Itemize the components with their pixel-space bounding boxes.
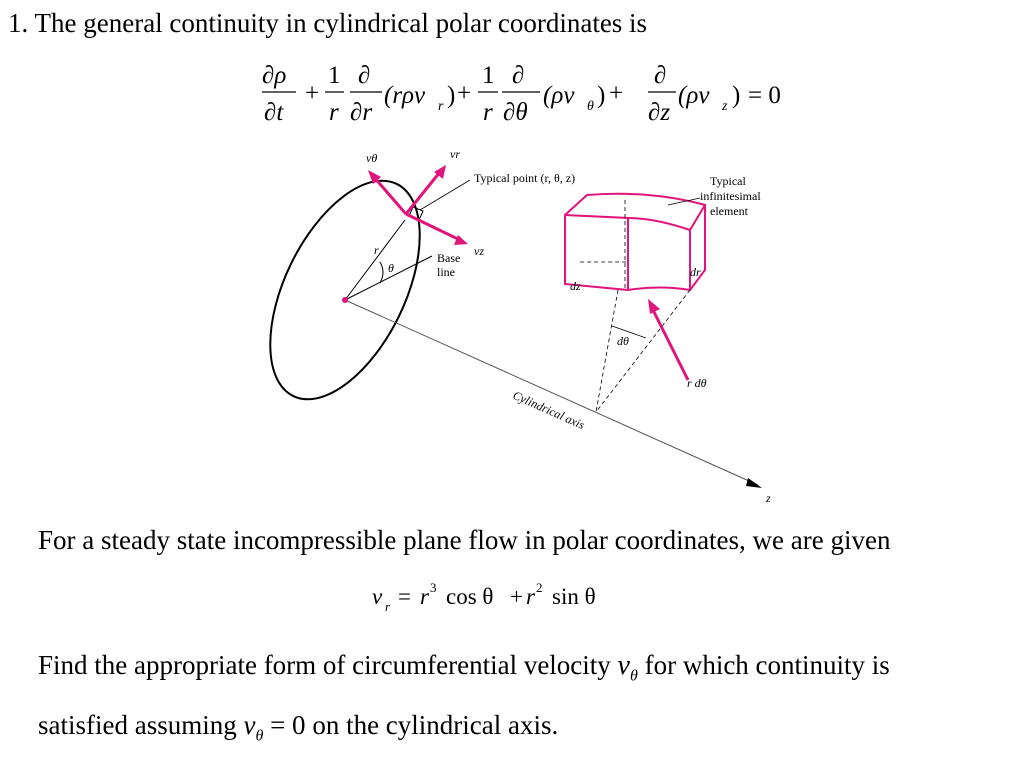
eq-term2-arg: (rρv xyxy=(384,82,426,109)
eq-term4-arg: (ρv xyxy=(678,82,710,109)
radius-line xyxy=(345,220,405,300)
label-base-line-2: line xyxy=(437,265,455,279)
label-v-r: vr xyxy=(450,147,460,161)
typical-point-leader xyxy=(420,180,470,210)
label-z: z xyxy=(766,491,771,505)
given-term2: r xyxy=(526,584,535,609)
infinitesimal-element xyxy=(565,194,705,290)
eq-plus3: + xyxy=(609,80,624,107)
question-line1-sub: θ xyxy=(629,667,638,685)
given-lhs-sub: r xyxy=(385,599,391,614)
given-equation xyxy=(372,580,596,614)
eq-term2-coef-num: 1 xyxy=(328,62,341,89)
eq-plus1: + xyxy=(305,80,320,107)
eq-term2-coef-den: r xyxy=(329,99,339,126)
element-construction-lines xyxy=(580,200,690,412)
eq-term4-sub: z xyxy=(722,99,728,114)
r-dtheta-arrow xyxy=(652,308,688,380)
label-typical-point: Typical point (r, θ, z) xyxy=(474,171,576,185)
problem-statement: The general continuity in cylindrical polar coordinates is xyxy=(34,8,648,38)
given-eq: = xyxy=(398,584,411,609)
eq-term3-coef-den: r xyxy=(483,99,493,126)
eq-term4-close: ) xyxy=(732,82,741,109)
cylindrical-axis-line xyxy=(345,300,758,485)
eq-term3-op-num: ∂ xyxy=(512,62,525,89)
label-r: r xyxy=(374,243,379,257)
eq-term4-op-num: ∂ xyxy=(654,62,667,89)
given-term1-func: cos θ xyxy=(446,584,494,609)
question-line1-b: for which continuity is xyxy=(644,650,890,680)
label-base-line-1: Base xyxy=(437,251,461,265)
question-line2-eq: = 0 xyxy=(270,710,306,740)
question-line2-var: v xyxy=(243,710,256,740)
label-typical-element-1: Typical xyxy=(710,174,746,188)
label-cylindrical-axis: Cylindrical axis xyxy=(510,387,587,433)
question-line2-a: satisfied assuming xyxy=(38,710,237,740)
eq-rhs: = 0 xyxy=(748,82,781,109)
r-dtheta-arrowhead xyxy=(648,299,660,314)
eq-term1-den: ∂t xyxy=(264,99,284,126)
eq-term3-sub: θ xyxy=(587,99,594,114)
z-axis-arrowhead xyxy=(746,478,762,488)
given-term1: r xyxy=(420,584,429,609)
eq-term2-sub: r xyxy=(438,99,444,114)
question-line2-b: on the cylindrical axis. xyxy=(312,710,559,740)
given-lhs-var: v xyxy=(372,584,383,609)
eq-term3-close: ) xyxy=(597,82,606,109)
label-typical-element-2: infinitesimal xyxy=(700,189,761,203)
eq-term2-op-num: ∂ xyxy=(358,62,371,89)
question-line1-a: Find the appropriate form of circumferential velocity xyxy=(38,650,611,680)
label-v-z: vz xyxy=(474,244,484,258)
label-dr: dr xyxy=(690,265,701,279)
v-r-vector xyxy=(406,172,440,214)
given-intro: For a steady state incompressible plane flow in polar coordinates, we are given xyxy=(38,525,891,555)
given-term1-exp: 3 xyxy=(430,580,437,595)
question-line-2 xyxy=(38,710,558,745)
center-point xyxy=(342,297,348,303)
label-rdtheta: r dθ xyxy=(687,376,707,390)
label-v-theta: vθ xyxy=(366,151,378,165)
eq-term2-op-den: ∂r xyxy=(350,99,373,126)
eq-term3-coef-num: 1 xyxy=(482,62,495,89)
label-theta: θ xyxy=(388,261,394,275)
v-z-vector xyxy=(406,214,460,240)
continuity-equation xyxy=(262,62,781,126)
eq-term3-op-den: ∂θ xyxy=(503,99,528,126)
eq-term1-num: ∂ρ xyxy=(262,62,287,89)
label-typical-element-3: element xyxy=(710,204,748,218)
eq-term3-arg: (ρv xyxy=(543,82,575,109)
question-line1-var: v xyxy=(617,650,630,681)
given-term2-exp: 2 xyxy=(536,580,543,595)
label-dz: dz xyxy=(570,279,581,293)
eq-plus2: + xyxy=(457,80,472,107)
given-term2-func: sin θ xyxy=(552,584,596,609)
theta-arc xyxy=(380,262,383,283)
given-plus: + xyxy=(510,584,523,609)
question-line-1 xyxy=(38,650,890,685)
question-line2-sub: θ xyxy=(255,727,264,745)
eq-term2-close: ) xyxy=(447,82,456,109)
label-dtheta: dθ xyxy=(617,334,629,348)
cylindrical-diagram xyxy=(239,147,771,505)
problem-number: 1. xyxy=(8,8,29,38)
eq-term4-op-den: ∂z xyxy=(648,99,671,126)
